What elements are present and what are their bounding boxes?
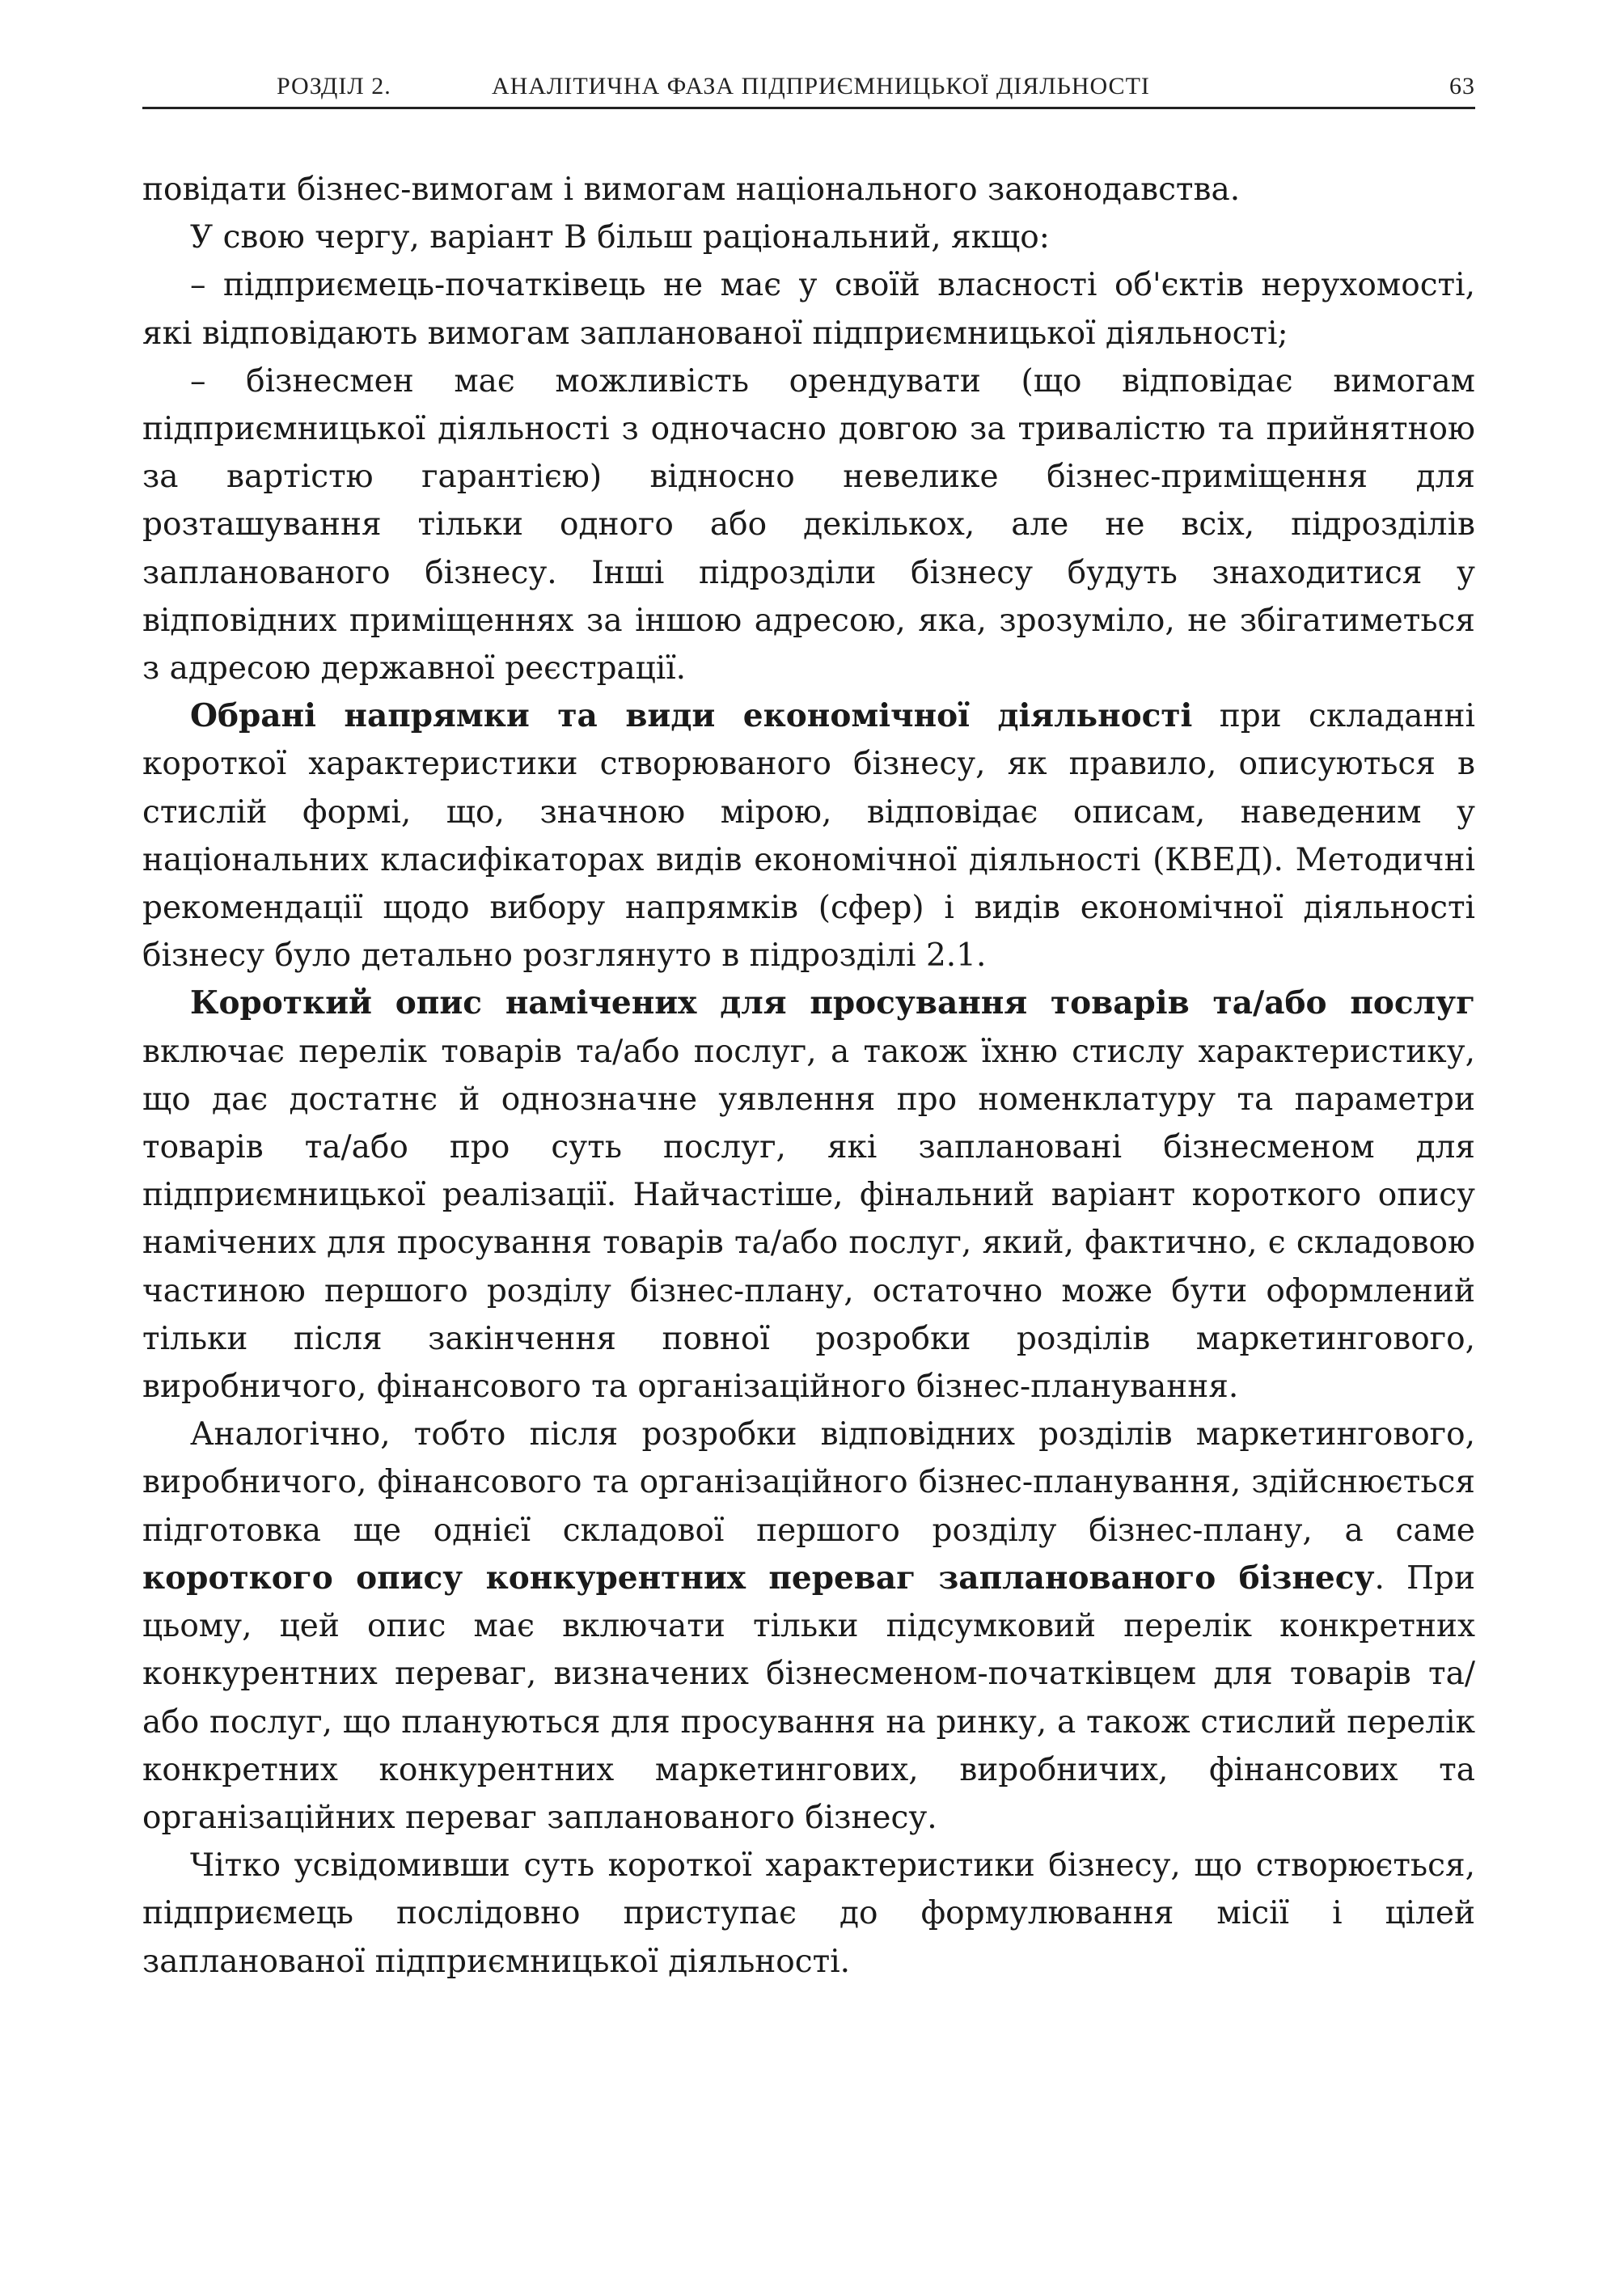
paragraph-competitive-advantages	[142, 1411, 1475, 1842]
page-number: 63	[1449, 73, 1475, 99]
paragraph-text: при складанні короткої характеристики створюваного бізнесу, як правило, описуються в стислій формі, що, значною мірою, відповідає описам, наведеним у національних класифікаторах видів економічної діяльності (КВЕД). Методичні рекомендації щодо вибору напрямків (сфер) і видів економічної діяльності бізнесу було детально розглянуто в підрозділі 2.1.	[142, 698, 1475, 975]
paragraph-text: – підприємець-початківець не має у своїй власності об'єктів нерухомості, які відповідають вимогам запланованої підприємницької діяльності;	[142, 267, 1475, 352]
list-item-rent-option	[142, 357, 1475, 692]
chapter-label: РОЗДІЛ 2.	[277, 73, 391, 99]
list-item-no-property	[142, 261, 1475, 357]
paragraph-goods-description	[142, 979, 1475, 1411]
page-body	[142, 166, 1475, 1986]
paragraph-text: включає перелік товарів та/або послуг, а також їхню стислу характеристику, що дає достатнє й однозначне уявлення про номенклатуру та параметри товарів та/або про суть послуг, які заплановані бізнесменом для підприємницької реалізації. Найчастіше, фінальний варіант короткого опису намічених для просування товарів та/або послуг, який, фактично, є складовою частиною першого розділу бізнес-плану, остаточно може бути оформлений тільки після закінчення повної розробки розділів маркетингового, виробничого, фінансового та організаційного бізнес-планування.	[142, 1033, 1475, 1406]
bold-term: Короткий опис намічених для просування товарів та/або послуг	[190, 984, 1475, 1022]
paragraph-activity-directions	[142, 692, 1475, 979]
running-header	[142, 68, 1475, 105]
paragraph-text: Чітко усвідомивши суть короткої характеристики бізнесу, що створюється, підприємець послідовно приступає до формулювання місії і цілей запланованої підприємницької діяльності.	[142, 1847, 1475, 1980]
header-rule	[142, 107, 1475, 109]
paragraph-text: Аналогічно, тобто після розробки відповідних розділів маркетингового, виробничого, фінансового та організаційного бізнес-планування, здійснюється підготовка ще однієї складової першого розділу бізнес-плану, а саме	[142, 1416, 1475, 1549]
paragraph-text: повідати бізнес-вимогам і вимогам національного законодавства.	[142, 171, 1241, 208]
bold-term: Обрані напрямки та види економічної діяльності	[190, 697, 1193, 735]
bold-term: короткого опису конкурентних переваг запланованого бізнесу	[142, 1559, 1375, 1597]
chapter-title: АНАЛІТИЧНА ФАЗА ПІДПРИЄМНИЦЬКОЇ ДІЯЛЬНОСТІ	[492, 73, 1150, 99]
paragraph-mission	[142, 1842, 1475, 1986]
paragraph-variant-b	[142, 214, 1475, 261]
paragraph-text: У свою чергу, варіант В більш раціональний, якщо:	[190, 219, 1050, 256]
paragraph-text: . При цьому, цей опис має включати тільки підсумковий перелік конкретних конкурентних переваг, визначених бізнесменом-початківцем для товарів та/або послуг, що плануються для просування на ринку, а також стислий перелік конкретних конкурентних маркетингових, виробничих, фінансових та організаційних переваг запланованого бізнесу.	[142, 1559, 1475, 1836]
paragraph-continuation	[142, 166, 1475, 214]
paragraph-text: – бізнесмен має можливість орендувати (що відповідає вимогам підприємницької діяльності з одночасно довгою за тривалістю та прийнятною за вартістю гарантією) відносно невелике бізнес-приміщення для розташування тільки одного або декількох, але не всіх, підрозділів запланованого бізнесу. Інші підрозділи бізнесу будуть знаходитися у відповідних приміщеннях за іншою адресою, яка, зрозуміло, не збігатиметься з адресою державної реєстрації.	[142, 362, 1475, 687]
